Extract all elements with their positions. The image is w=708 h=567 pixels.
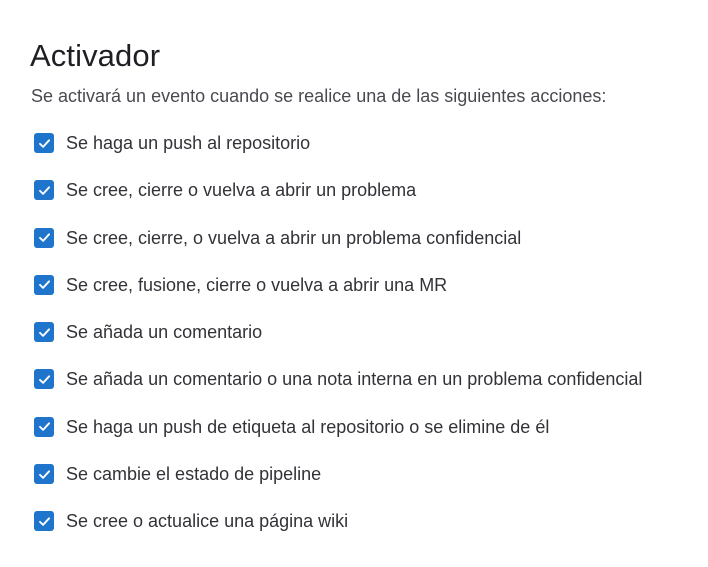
trigger-option-tag-push[interactable] (34, 413, 642, 441)
check-icon (37, 277, 52, 292)
section-title: Activador (30, 38, 161, 73)
trigger-option-confidential-issue[interactable] (34, 224, 642, 252)
check-icon (37, 467, 52, 482)
trigger-option-label: Se cree, cierre o vuelva a abrir un problema (66, 180, 417, 201)
trigger-option-label: Se añada un comentario o una nota interna en un problema confidencial (66, 369, 643, 390)
checkbox[interactable] (34, 417, 54, 437)
checkbox[interactable] (34, 464, 54, 484)
check-icon (37, 136, 52, 151)
check-icon (37, 230, 52, 245)
check-icon (37, 183, 52, 198)
checkbox[interactable] (34, 511, 54, 531)
check-icon (37, 419, 52, 434)
trigger-option-label: Se cree, cierre, o vuelva a abrir un problema confidencial (66, 227, 522, 248)
trigger-option-label: Se haga un push de etiqueta al repositorio o se elimine de él (66, 416, 550, 437)
trigger-option-label: Se cambie el estado de pipeline (66, 464, 322, 485)
trigger-option-merge-request[interactable] (34, 271, 642, 299)
check-icon (37, 372, 52, 387)
section-description: Se activará un evento cuando se realice una de las siguientes acciones: (31, 86, 607, 106)
checkbox[interactable] (34, 369, 54, 389)
checkbox[interactable] (34, 180, 54, 200)
checkbox[interactable] (34, 228, 54, 248)
checkbox[interactable] (34, 322, 54, 342)
trigger-option-label: Se haga un push al repositorio (66, 133, 311, 153)
trigger-option-label: Se cree o actualice una página wiki (66, 511, 349, 532)
trigger-option-comment[interactable] (34, 318, 642, 346)
checkbox[interactable] (34, 275, 54, 295)
trigger-option-pipeline[interactable] (34, 460, 642, 488)
check-icon (37, 514, 52, 529)
trigger-options-list (34, 129, 642, 555)
trigger-option-issue[interactable] (34, 176, 642, 204)
checkbox[interactable] (34, 133, 54, 153)
check-icon (37, 325, 52, 340)
trigger-option-label: Se cree, fusione, cierre o vuelva a abrir una MR (66, 274, 448, 295)
trigger-option-wiki-page[interactable] (34, 507, 642, 535)
trigger-option-push[interactable] (34, 129, 642, 157)
trigger-option-label: Se añada un comentario (66, 322, 263, 343)
trigger-option-confidential-comment[interactable] (34, 365, 642, 393)
